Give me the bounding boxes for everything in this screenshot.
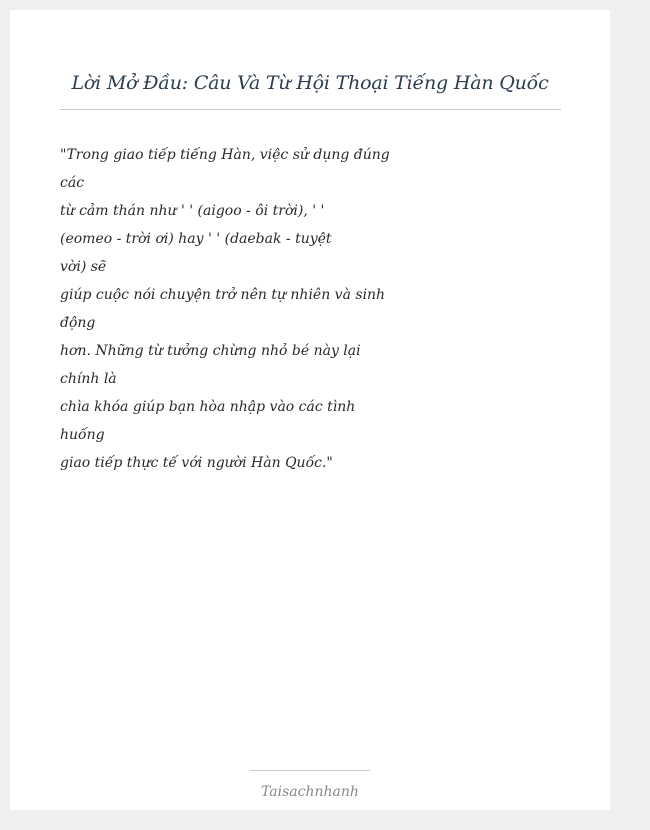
body-line: các [60, 175, 85, 191]
body-line: chìa khóa giúp bạn hòa nhập vào các tình [60, 399, 356, 415]
page-title: Lời Mở Đầu: Câu Và Từ Hội Thoại Tiếng Hàn Quốc [71, 72, 549, 94]
title-divider [60, 109, 561, 110]
body-line: huống [60, 427, 105, 443]
body-line: chính là [60, 371, 117, 387]
body-line: (eomeo - trời ơi) hay ' ' (daebak - tuyệt [60, 231, 332, 247]
footer-divider [250, 770, 370, 771]
footer-brand: Taisachnhanh [261, 784, 359, 800]
document-page [10, 10, 610, 810]
body-line: giúp cuộc nói chuyện trở nên tự nhiên và sinh [60, 287, 386, 303]
body-line: hơn. Những từ tưởng chừng nhỏ bé này lại [60, 343, 361, 359]
body-line: từ cảm thán như ' ' (aigoo - ôi trời), ' ' [60, 203, 325, 219]
body-line: vời) sẽ [60, 259, 107, 275]
body-line: "Trong giao tiếp tiếng Hàn, việc sử dụng đúng [60, 147, 390, 163]
body-paragraph [60, 141, 390, 477]
body-line: động [60, 315, 96, 331]
body-line: giao tiếp thực tế với người Hàn Quốc." [60, 455, 333, 471]
